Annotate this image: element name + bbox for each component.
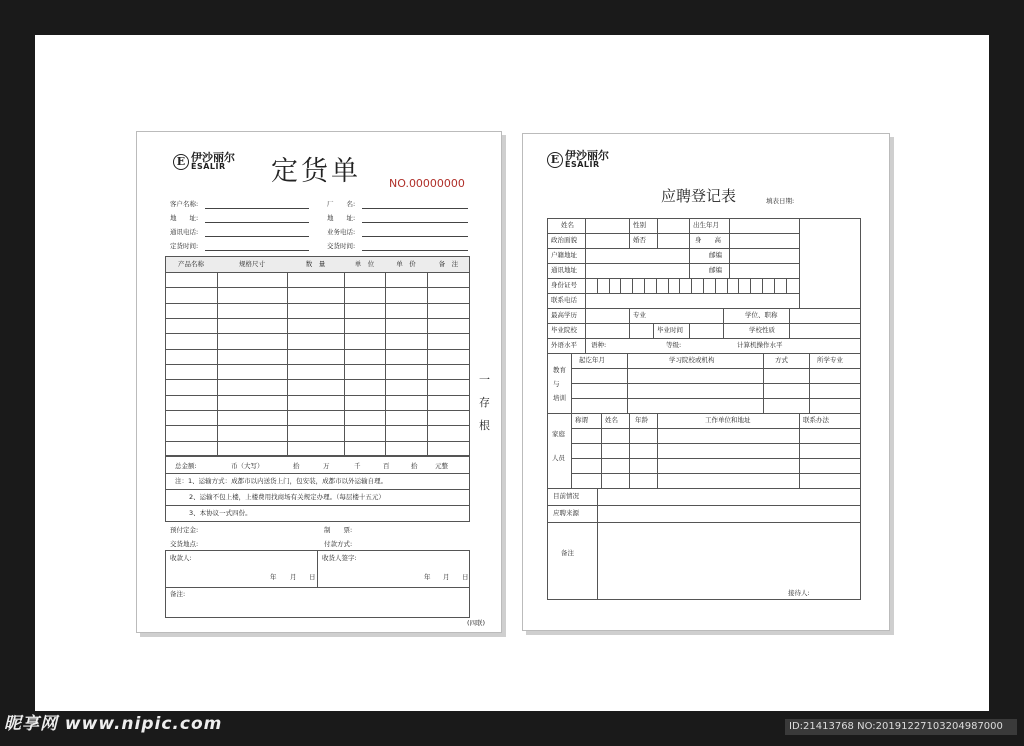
total-unit: 百 (383, 462, 390, 470)
id-digit-box (715, 278, 716, 293)
form-row-line (547, 522, 861, 523)
table-row-divider (165, 425, 470, 426)
table-row-divider (165, 303, 470, 304)
stub-label (479, 368, 489, 437)
family-col-header: 联系办法 (803, 416, 829, 424)
family-col-divider (601, 413, 602, 488)
family-label-char: 人员 (552, 454, 565, 462)
brand-name-en: ESALIR (565, 160, 600, 169)
edu-row-line (571, 398, 861, 399)
remark-label: 备注: (170, 590, 186, 598)
field-label-right: 地 址: (327, 214, 356, 222)
cell-divider (629, 308, 630, 338)
id-digit-box (679, 278, 680, 293)
computer-level-label: 计算机操作水平 (737, 341, 783, 349)
form-row-line (547, 413, 861, 414)
total-unit: 拾 (293, 462, 300, 470)
table-header-cell: 数 量 (305, 260, 326, 268)
table-header-cell: 备 注 (438, 260, 459, 268)
field-line (362, 250, 468, 251)
form-row-line (547, 353, 861, 354)
id-digit-box (703, 278, 704, 293)
form-row-line (547, 308, 861, 309)
table-row-divider (165, 379, 470, 380)
brand-logo-2 (547, 150, 609, 169)
id-digit-box (774, 278, 775, 293)
copy-label: (四联) (467, 619, 486, 627)
family-row-line (571, 428, 861, 429)
cell-divider (629, 218, 630, 248)
job-application-sheet (522, 133, 890, 631)
family-label-divider (571, 413, 572, 488)
total-unit: 拾 (411, 462, 418, 470)
current-status-label: 目前情况 (553, 492, 579, 500)
field-line (205, 236, 309, 237)
id-digit-box (668, 278, 669, 293)
birth-label: 出生年月 (693, 221, 719, 229)
id-digit-box (609, 278, 610, 293)
stub-char-1: 一 (479, 373, 490, 386)
household-address-label: 户籍地址 (551, 251, 577, 259)
school-type-label: 学校性质 (749, 326, 775, 334)
fill-date-label: 填表日期: (766, 197, 795, 205)
note-1: 注：1、运输方式：成都市以内送货上门，包安装，成都市以外运输自理。 (175, 477, 388, 485)
family-col-header: 姓名 (605, 416, 618, 424)
brand-name-cn: 伊沙丽尔 (565, 149, 609, 162)
id-digit-box (786, 278, 787, 293)
id-digit-box (750, 278, 751, 293)
edu-label-char: 培训 (553, 394, 566, 402)
date-part: 日 (462, 573, 469, 581)
field-label-right: 交货时间: (327, 242, 356, 250)
order-form-sheet (136, 131, 502, 633)
total-unit: 千 (354, 462, 361, 470)
cell-divider (723, 308, 724, 338)
brand-name-cn: 伊沙丽尔 (191, 151, 235, 164)
language-label: 外语水平 (551, 341, 577, 349)
field-label-left: 客户名称: (170, 200, 199, 208)
table-row-divider (165, 287, 470, 288)
major-label: 专业 (633, 311, 646, 319)
note-3: 3、本协议一式四份。 (189, 509, 252, 517)
table-row-divider (165, 456, 470, 457)
id-digit-box (762, 278, 763, 293)
cell-divider (657, 233, 658, 248)
date-part: 年 (270, 573, 277, 581)
watermark-site: 昵享网 www.nipic.com (4, 714, 223, 734)
watermark-id: ID:21413768 NO:20191227103204987000 (785, 719, 1017, 735)
table-row-divider (165, 318, 470, 319)
edu-col-header: 所学专业 (817, 356, 843, 364)
table-row-divider (165, 272, 470, 273)
field-line (205, 222, 309, 223)
brand-name-en: ESALIR (191, 162, 226, 171)
degree-label: 学位、职称 (745, 311, 778, 319)
date-part: 日 (309, 573, 316, 581)
field-label-left: 通讯电话: (170, 228, 199, 236)
cell-divider (729, 218, 730, 278)
receptionist-label: 接待人: (788, 589, 810, 597)
postcode-label-2: 邮编 (709, 266, 722, 274)
note-2: 2、运输不包上楼，上楼费用找商场有关规定办理。（每层楼十五元） (189, 493, 385, 501)
edu-col-header: 方式 (775, 356, 788, 364)
total-unit: 元整 (435, 462, 448, 470)
family-col-divider (657, 413, 658, 488)
gender-label: 性别 (633, 221, 646, 229)
edu-col-header: 起讫年月 (579, 356, 605, 364)
field-line (205, 208, 309, 209)
total-unit: 万 (323, 462, 330, 470)
field-line (362, 236, 468, 237)
mail-address-label: 通讯地址 (551, 266, 577, 274)
table-header-cell: 单 位 (354, 260, 375, 268)
language-type-label: 语种: (591, 341, 607, 349)
family-row-line (571, 473, 861, 474)
edu-row-line (571, 368, 861, 369)
remark-label: 备注 (561, 549, 574, 557)
edu-row-line (571, 383, 861, 384)
field-label-right: 业务电话: (327, 228, 356, 236)
field-label-right: 厂 名: (327, 200, 356, 208)
receiver-sign-label: 收货人签字: (322, 554, 357, 562)
table-row-divider (165, 395, 470, 396)
education-label: 最高学历 (551, 311, 577, 319)
table-row-divider (165, 364, 470, 365)
family-col-divider (799, 413, 800, 488)
family-row-line (571, 458, 861, 459)
graduate-time-label: 毕业时间 (657, 326, 683, 334)
married-label: 婚否 (633, 236, 646, 244)
form-row-line (547, 505, 861, 506)
cell-divider (689, 218, 690, 278)
id-number-label: 身份证号 (551, 281, 577, 289)
id-digit-box (597, 278, 598, 293)
political-label: 政治面貌 (551, 236, 577, 244)
field-line (362, 208, 468, 209)
family-row-line (571, 443, 861, 444)
family-col-header: 年龄 (635, 416, 648, 424)
order-number: NO.00000000 (389, 177, 465, 190)
id-digit-box (632, 278, 633, 293)
id-digit-box (727, 278, 728, 293)
table-row-divider (165, 349, 470, 350)
table-header-cell: 产品名称 (178, 260, 204, 268)
postcode-label: 邮编 (709, 251, 722, 259)
cell-divider (657, 218, 658, 233)
date-part: 月 (443, 573, 450, 581)
family-label-char: 家庭 (552, 430, 565, 438)
name-label: 姓名 (561, 221, 574, 229)
brand-logo (173, 152, 235, 171)
family-col-divider (629, 413, 630, 488)
field-label-left: 地 址: (170, 214, 199, 222)
id-digit-box (738, 278, 739, 293)
esalir-logo-icon: E (547, 152, 563, 168)
payment-method-label: 付款方式: (324, 540, 353, 548)
form-row-line (547, 338, 861, 339)
id-digit-box (691, 278, 692, 293)
edu-label-char: 教育 (553, 366, 566, 374)
table-header-cell: 单 价 (396, 260, 416, 268)
family-col-header: 工作单位和地址 (705, 416, 751, 424)
field-line (205, 250, 309, 251)
field-line (362, 222, 468, 223)
id-digit-box (656, 278, 657, 293)
photo-area-divider (799, 218, 800, 308)
family-col-header: 称谓 (575, 416, 588, 424)
form-title: 定货单 (271, 156, 361, 187)
school-label: 毕业院校 (551, 326, 577, 334)
date-part: 月 (290, 573, 297, 581)
table-row-divider (165, 333, 470, 334)
cell-divider (689, 323, 690, 338)
id-digit-box (644, 278, 645, 293)
total-unit: 币（大写） (231, 462, 264, 470)
table-row-divider (165, 441, 470, 442)
field-label-left: 定货时间: (170, 242, 199, 250)
language-level-label: 等级: (666, 341, 682, 349)
total-label: 总金额: (175, 462, 197, 470)
esalir-logo-icon: E (173, 154, 189, 170)
delivery-place-label: 交货地点: (170, 540, 199, 548)
table-row-divider (165, 410, 470, 411)
billing-label: 制 票: (324, 526, 353, 534)
edu-label-char: 与 (553, 380, 560, 388)
cell-divider (653, 323, 654, 338)
stub-char-3: 根 (479, 419, 490, 432)
form-title: 应聘登记表 (661, 187, 737, 205)
height-label: 身 高 (695, 236, 721, 244)
form-row-line (547, 323, 861, 324)
form-row-line (547, 488, 861, 489)
stub-char-2: 存 (479, 396, 490, 409)
receiver-label: 收款人: (170, 554, 192, 562)
phone-label: 联系电话 (551, 296, 577, 304)
id-digit-box (620, 278, 621, 293)
deposit-label: 预付定金: (170, 526, 199, 534)
table-header-cell: 规格尺寸 (239, 260, 265, 268)
cell-divider (789, 308, 790, 338)
date-part: 年 (424, 573, 431, 581)
edu-col-header: 学习院校或机构 (669, 356, 715, 364)
form-outer-box (547, 218, 861, 600)
label-column-divider (585, 218, 586, 353)
source-label: 应聘来源 (553, 509, 579, 517)
